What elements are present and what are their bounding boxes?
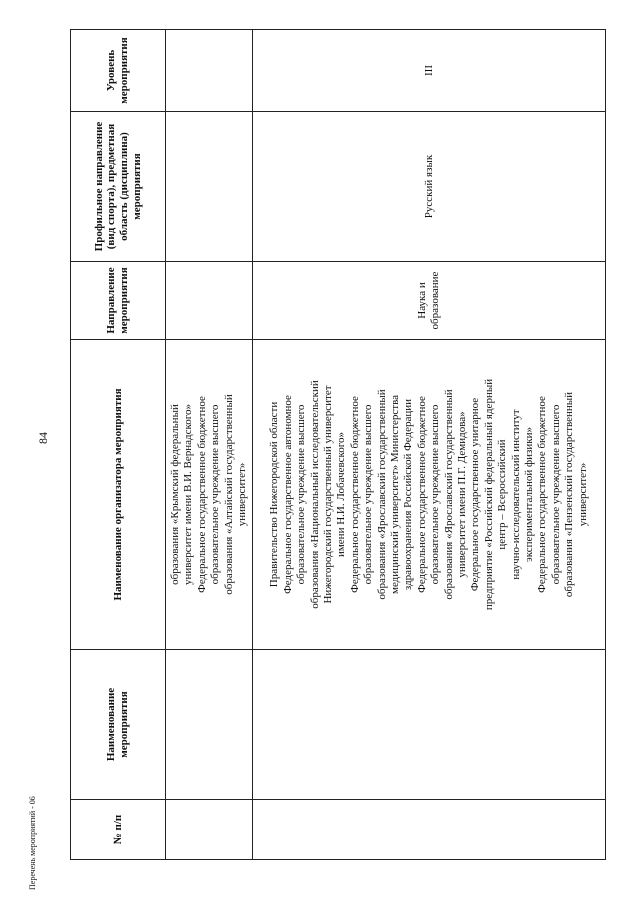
organizer-line: образования «Ярославский государственный xyxy=(375,389,388,600)
organizer-line: научно-исследовательский институт xyxy=(509,409,522,580)
page-number: 84 xyxy=(36,432,50,444)
organizer-line: университет» xyxy=(576,462,589,527)
organizer-line: Федеральное государственное бюджетное xyxy=(348,396,361,593)
organizer-line: образования «Ярославский государственный xyxy=(442,389,455,600)
organizer-line: образования «Алтайский государственный xyxy=(222,394,235,595)
organizer-line: здравоохранения Российской Федерации xyxy=(402,398,415,591)
organizer-line: университет имени П.Г. Демидова» xyxy=(456,411,469,578)
cell-organizer xyxy=(253,340,606,650)
table-row xyxy=(166,30,253,860)
organizer-line: Федеральное государственное унитарное xyxy=(469,397,482,592)
organizer-line: образовательное учреждение высшего xyxy=(549,404,562,585)
header-level: Уровень мероприятия xyxy=(71,30,166,112)
organizer-line: образования «Пензенский государственный xyxy=(563,391,576,598)
organizer-line: центр – Всероссийский xyxy=(496,439,509,550)
organizer-line: Федеральное государственное бюджетное xyxy=(195,396,208,593)
organizer-line: образования «Национальный исследовательский xyxy=(308,380,321,609)
rotated-table-wrapper xyxy=(70,30,606,860)
cell-number xyxy=(253,800,606,860)
organizer-line: Правительство Нижегородской области xyxy=(268,401,281,588)
organizer-line: образовательное учреждение высшего xyxy=(362,404,375,585)
cell-profile xyxy=(166,112,253,262)
cell-direction xyxy=(166,262,253,340)
organizer-line: образовательное учреждение высшего xyxy=(295,404,308,585)
cell-direction: Наука и образование xyxy=(253,262,606,340)
organizer-line: образовательное учреждение высшего xyxy=(429,404,442,585)
organizer-line: образования «Крымский федеральный xyxy=(169,404,181,585)
organizer-line: экспериментальной физики» xyxy=(523,427,536,562)
organizer-line: предприятие «Российский федеральный ядерный xyxy=(482,378,495,611)
organizer-line: университет» xyxy=(236,462,249,527)
cell-event-name xyxy=(253,650,606,800)
organizer-line: имени Н.И. Лобачевского» xyxy=(335,431,348,558)
organizer-line: университет имени В.И. Вернадского» xyxy=(182,403,195,586)
footer-text: Перечень мероприятий - 06 xyxy=(28,796,37,890)
cell-number xyxy=(166,800,253,860)
cell-event-name xyxy=(166,650,253,800)
cell-profile: Русский язык xyxy=(253,112,606,262)
header-number: № п/п xyxy=(71,800,166,860)
table-row xyxy=(253,30,606,860)
organizer-line: медицинский университет» Министерства xyxy=(389,394,401,595)
events-table xyxy=(70,29,606,860)
organizer-line: образовательное учреждение высшего xyxy=(209,404,222,585)
organizer-line: Федеральное государственное автономное xyxy=(281,395,294,594)
cell-level: III xyxy=(253,30,606,112)
header-profile: Профильное направление (вид спорта), предметная область (дисциплина) мероприятия xyxy=(71,112,166,262)
header-direction: Направление мероприятия xyxy=(71,262,166,340)
header-event-name: Наименование мероприятия xyxy=(71,650,166,800)
organizer-line: Федеральное государственное бюджетное xyxy=(415,396,428,593)
cell-organizer xyxy=(166,340,253,650)
organizer-line: Федеральное государственное бюджетное xyxy=(536,396,549,593)
table-header-row xyxy=(71,30,166,860)
header-organizer: Наименование организатора мероприятия xyxy=(71,340,166,650)
cell-level xyxy=(166,30,253,112)
organizer-line: Нижегородский государственный университет xyxy=(321,385,334,604)
